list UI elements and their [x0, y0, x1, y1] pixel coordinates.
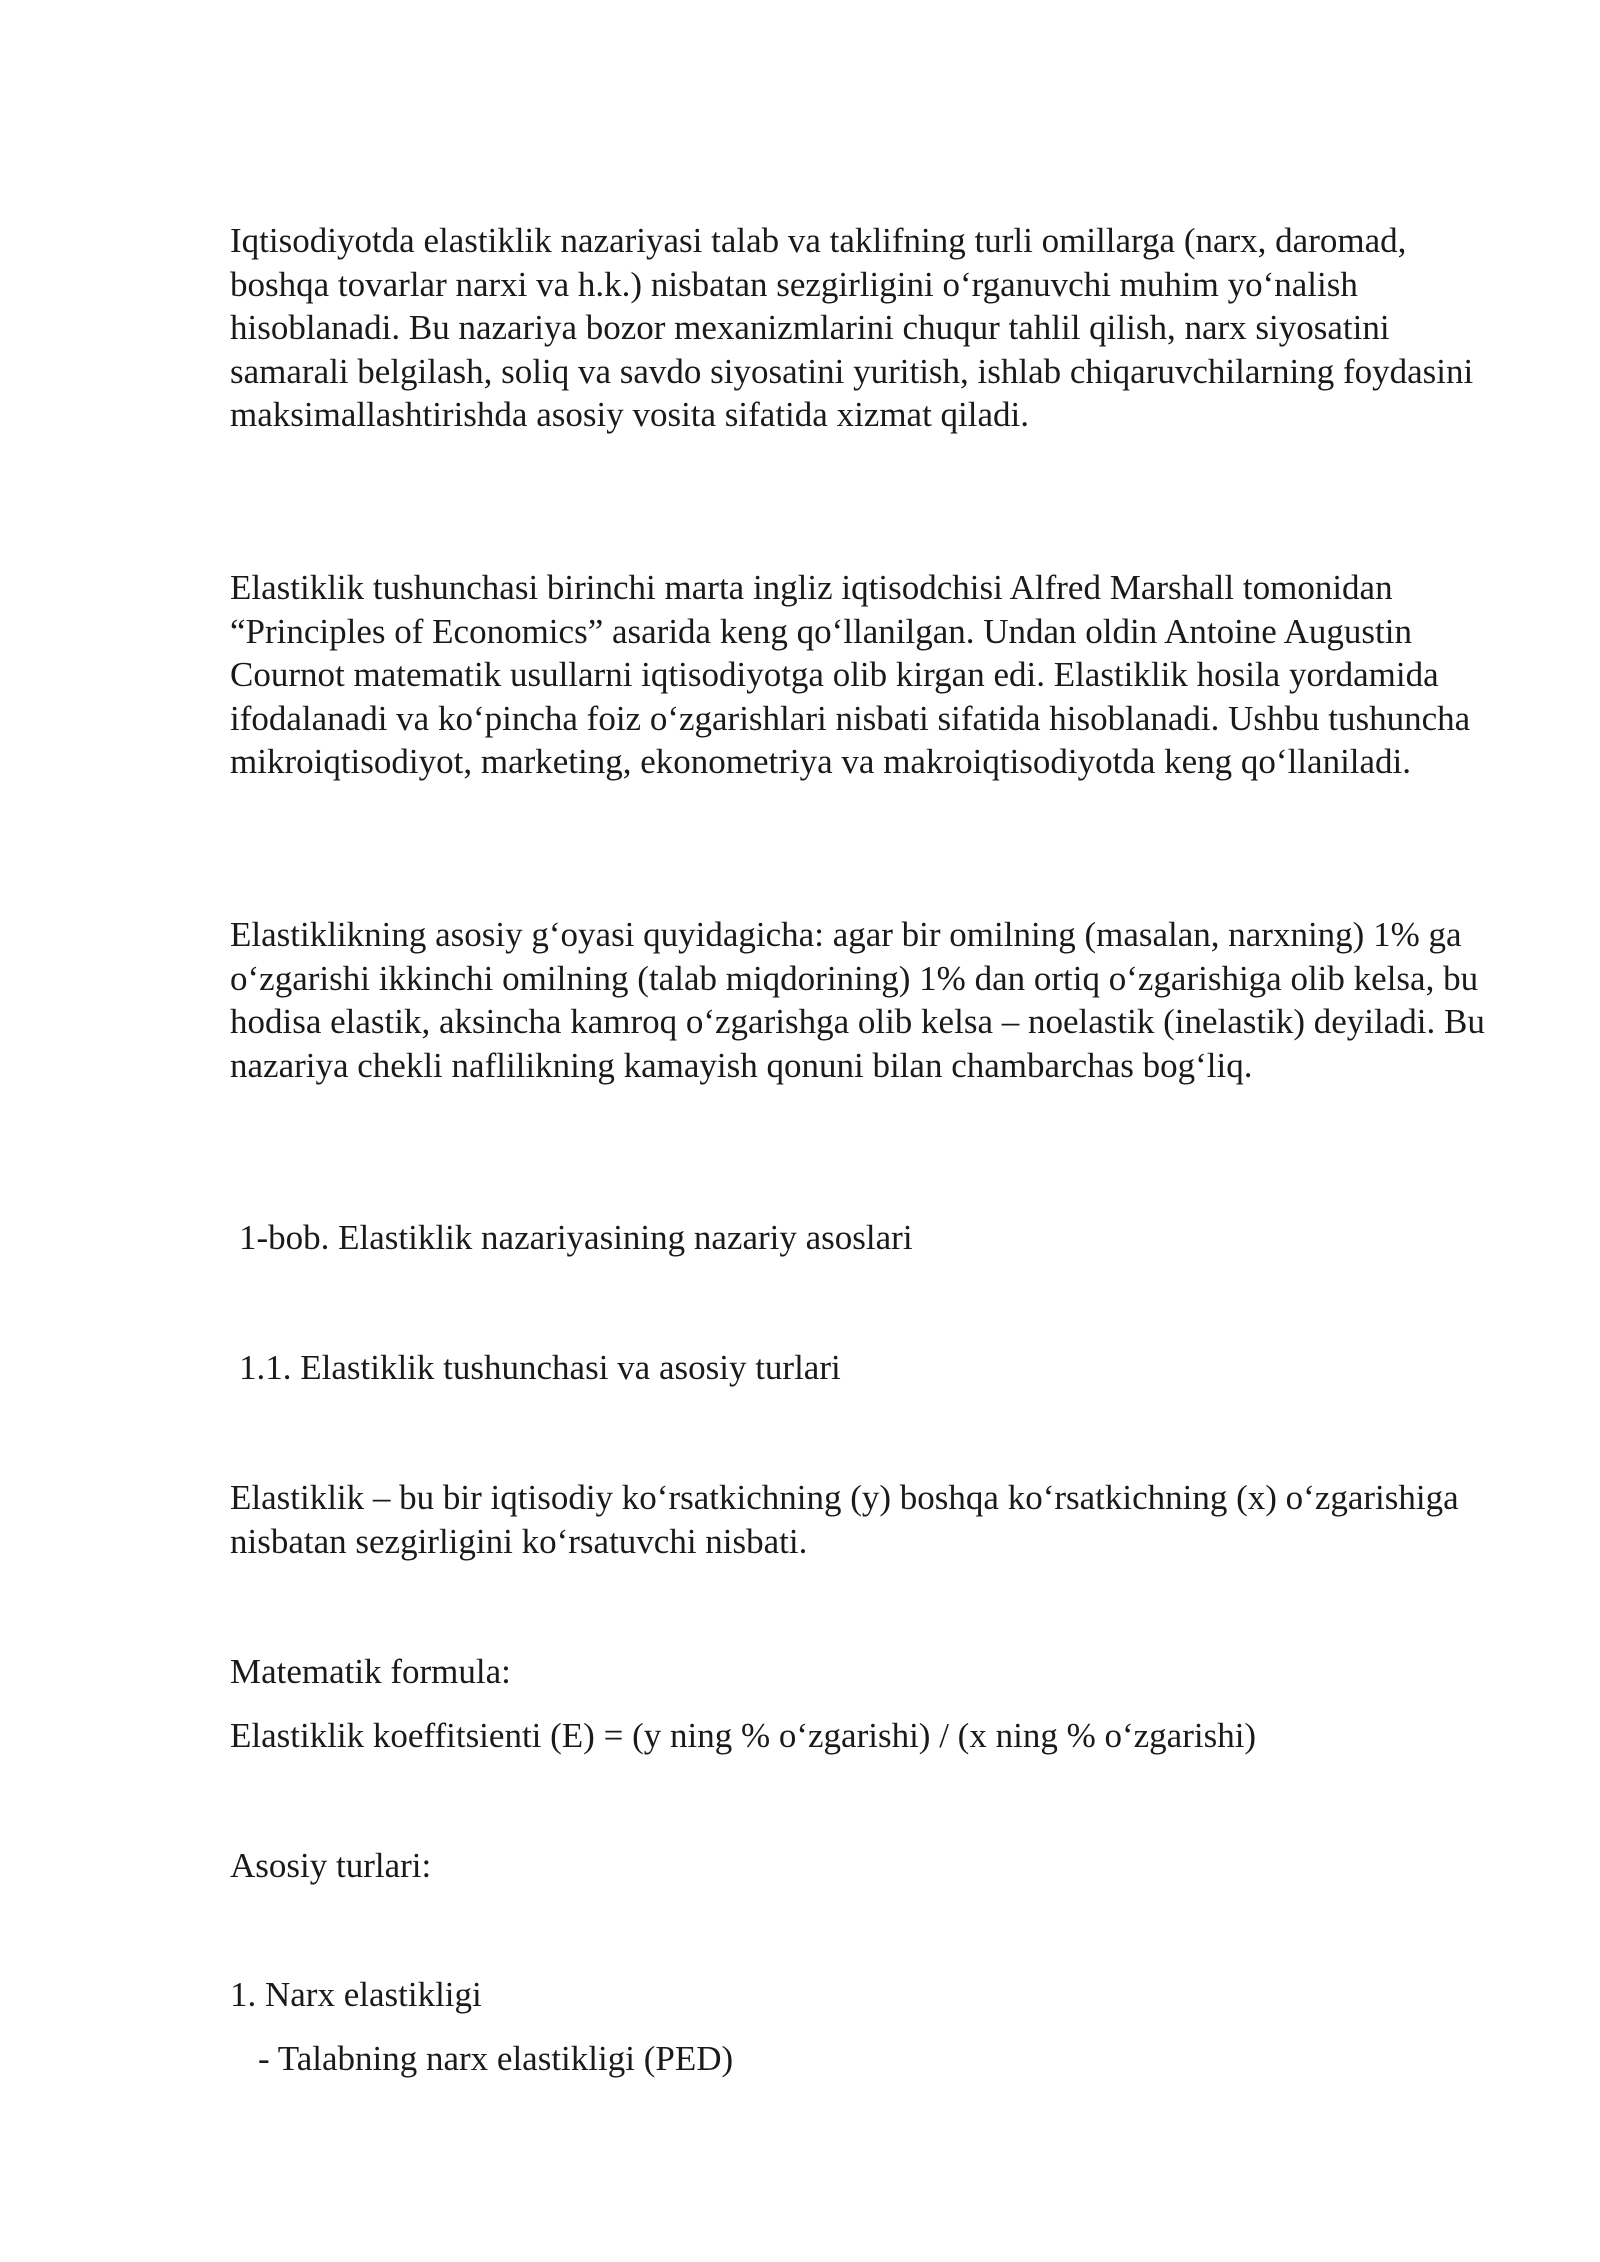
- idea-paragraph: Elastiklikning asosiy g‘oyasi quyidagicha: agar bir omilning (masalan, narxning) 1% ga o‘zgarishi ikkinchi omilning (talab miqdorining) 1% dan ortiq o‘zgarishiga olib kelsa, bu hodisa elastik, aksincha kamroq o‘zgarishga olib kelsa – noelastik (inelastik) deyiladi. Bu nazariya chekli naflilikning kamayish qonuni bilan chambarchas bog‘liq.: [230, 915, 1485, 1085]
- section-heading: 1.1. Elastiklik tushunchasi va asosiy turlari: [239, 1348, 841, 1387]
- types-list-subitem: - Talabning narx elastikligi (PED): [258, 2039, 734, 2078]
- definition-paragraph: Elastiklik – bu bir iqtisodiy ko‘rsatkichning (y) boshqa ko‘rsatkichning (x) o‘zgarishiga nisbatan sezgirligini ko‘rsatuvchi nisbati.: [230, 1478, 1459, 1561]
- intro-paragraph: Iqtisodiyotda elastiklik nazariyasi talab va taklifning turli omillarga (narx, daromad, boshqa tovarlar narxi va h.k.) nisbatan sezgirligini o‘rganuvchi muhim yo‘nalish hisoblanadi. Bu nazariya bozor mexanizmlarini chuqur tahlil qilish, narx siyosatini samarali belgilash, soliq va savdo siyosatini yuritish, ishlab chiqaruvchilarning foydasini maksimallashtirishda asosiy vosita sifatida xizmat qiladi.: [230, 221, 1474, 434]
- formula-label: Matematik formula:: [230, 1652, 511, 1691]
- types-list-item: 1. Narx elastikligi: [230, 1975, 482, 2014]
- formula-text: Elastiklik koeffitsienti (E) = (y ning % o‘zgarishi) / (x ning % o‘zgarishi): [230, 1716, 1257, 1755]
- types-label: Asosiy turlari:: [230, 1846, 432, 1885]
- history-paragraph: Elastiklik tushunchasi birinchi marta ingliz iqtisodchisi Alfred Marshall tomonidan “Principles of Economics” asarida keng qo‘llanilgan. Undan oldin Antoine Augustin Cournot matematik usullarni iqtisodiyotga olib kirgan edi. Elastiklik hosila yordamida ifodalanadi va ko‘pincha foiz o‘zgarishlari nisbati sifatida hisoblanadi. Ushbu tushuncha mikroiqtisodiyot, marketing, ekonometriya va makroiqtisodiyotda keng qo‘llaniladi.: [230, 568, 1471, 781]
- chapter-heading: 1-bob. Elastiklik nazariyasining nazariy asoslari: [239, 1218, 913, 1257]
